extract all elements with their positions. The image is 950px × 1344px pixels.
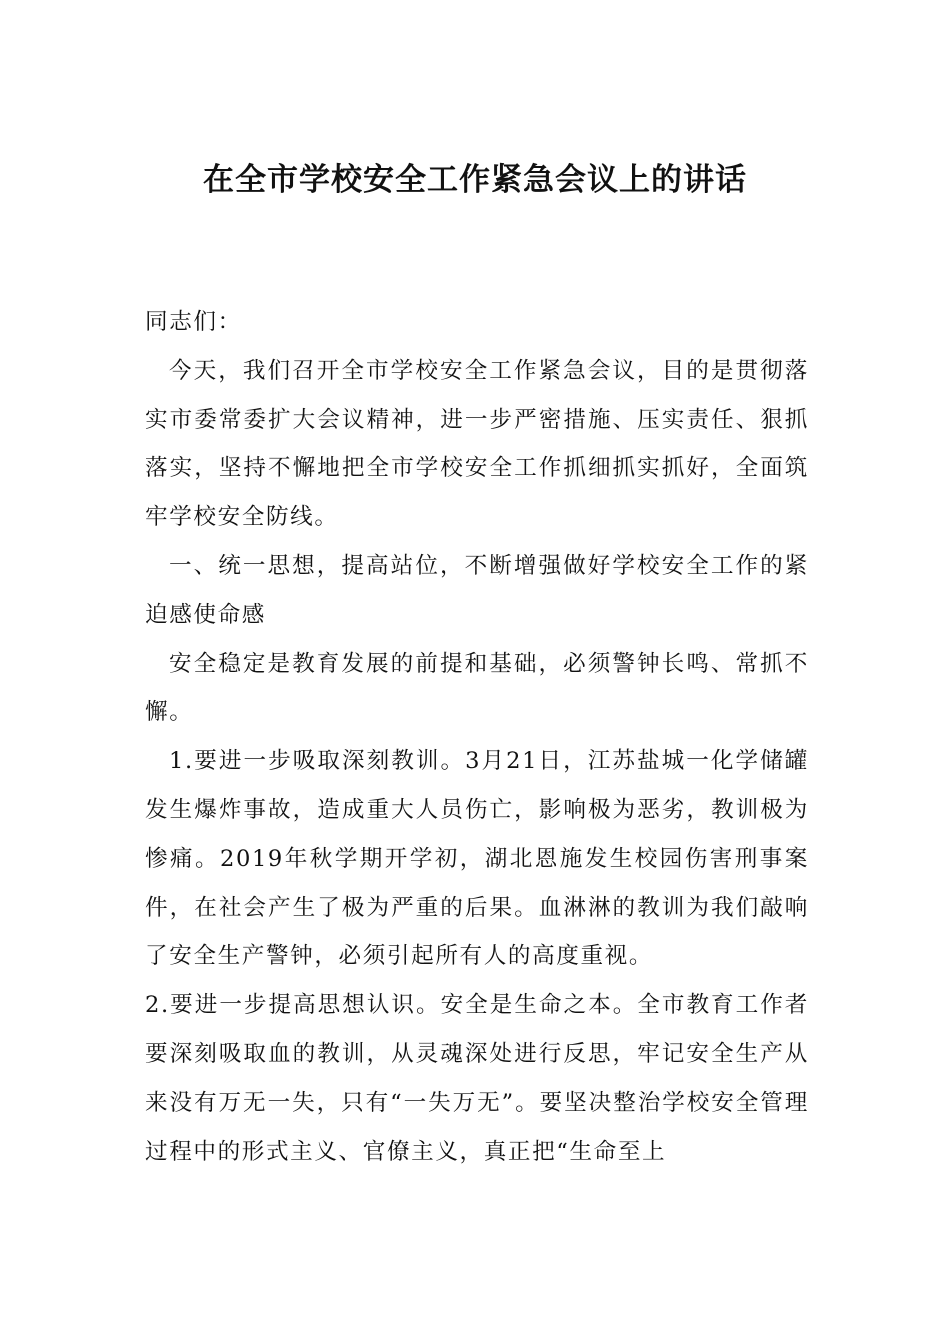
section-heading-1: 一、统一思想，提高站位，不断增强做好学校安全工作的紧迫感使命感 xyxy=(145,552,809,628)
paragraph-safety-foundation: 安全稳定是教育发展的前提和基础，必须警钟长鸣、常抓不懈。 xyxy=(145,650,809,726)
paragraph-point-1: 1.要进一步吸取深刻教训。3月21日，江苏盐城一化学储罐发生爆炸事故，造成重大人员伤亡，影响极为恶劣，教训极为惨痛。2019年秋学期开学初，湖北恩施发生校园伤害刑事案件，在社会产生了极为严重的后果。血淋淋的教训为我们敲响了安全生产警钟，必须引起所有人的高度重视。 xyxy=(145,748,809,970)
document-title: 在全市学校安全工作紧急会议上的讲话 xyxy=(203,162,747,198)
paragraph-point-2: 2.要进一步提高思想认识。安全是生命之本。全市教育工作者要深刻吸取血的教训，从灵魂深处进行反思，牢记安全生产从来没有万无一失，只有“一失万无”。要坚决整治学校安全管理过程中的形式主义、官僚主义，真正把“生命至上 xyxy=(145,992,809,1165)
document-body xyxy=(145,298,809,1176)
greeting: 同志们： xyxy=(145,309,242,335)
paragraph-intro: 今天，我们召开全市学校安全工作紧急会议，目的是贯彻落实市委常委扩大会议精神，进一步严密措施、压实责任、狠抓落实，坚持不懈地把全市学校安全工作抓细抓实抓好，全面筑牢学校安全防线。 xyxy=(145,357,809,531)
